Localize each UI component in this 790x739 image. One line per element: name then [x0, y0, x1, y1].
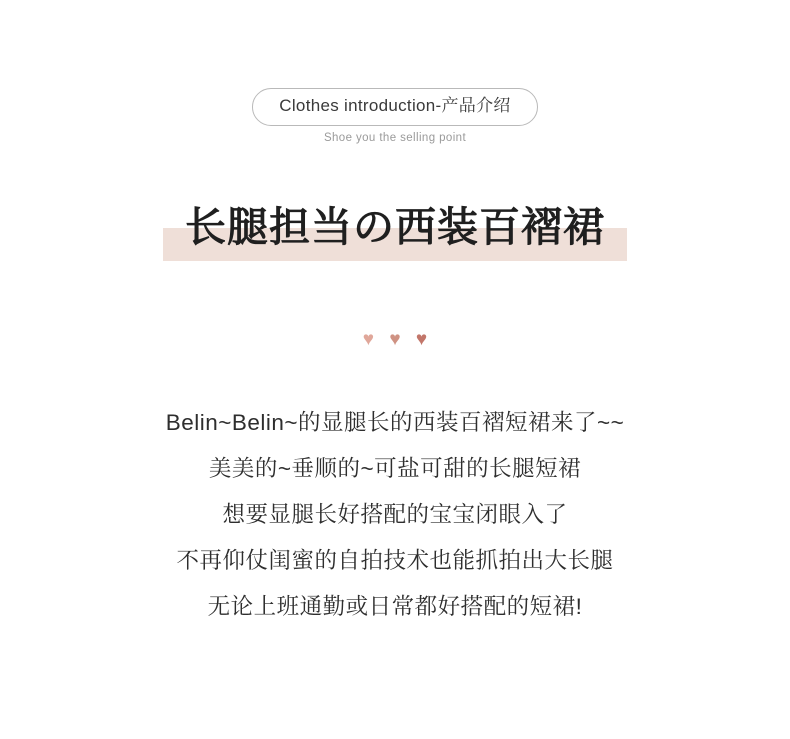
copy-line: 想要显腿长好搭配的宝宝闭眼入了 [222, 502, 568, 527]
headline [163, 196, 627, 261]
badge-container [0, 88, 790, 126]
copy-line: 不再仰仗闺蜜的自拍技术也能抓拍出大长腿 [176, 548, 614, 573]
body-copy [0, 400, 790, 630]
headline-container [0, 196, 790, 261]
section-subtitle: Shoe you the selling point [323, 132, 467, 144]
heart-decoration [0, 330, 790, 349]
section-badge: Clothes introduction-产品介绍 [252, 88, 537, 126]
copy-line: 美美的~垂顺的~可盐可甜的长腿短裙 [208, 456, 582, 481]
heart-icon: ♥ [415, 329, 428, 350]
headline-text: 长腿担当の西装百褶裙 [185, 204, 605, 250]
heart-icon: ♥ [389, 329, 401, 350]
heart-icon: ♥ [362, 329, 375, 350]
copy-line: 无论上班通勤或日常都好搭配的短裙! [207, 594, 583, 619]
copy-line: Belin~Belin~的显腿长的西装百褶短裙来了~~ [165, 410, 625, 435]
